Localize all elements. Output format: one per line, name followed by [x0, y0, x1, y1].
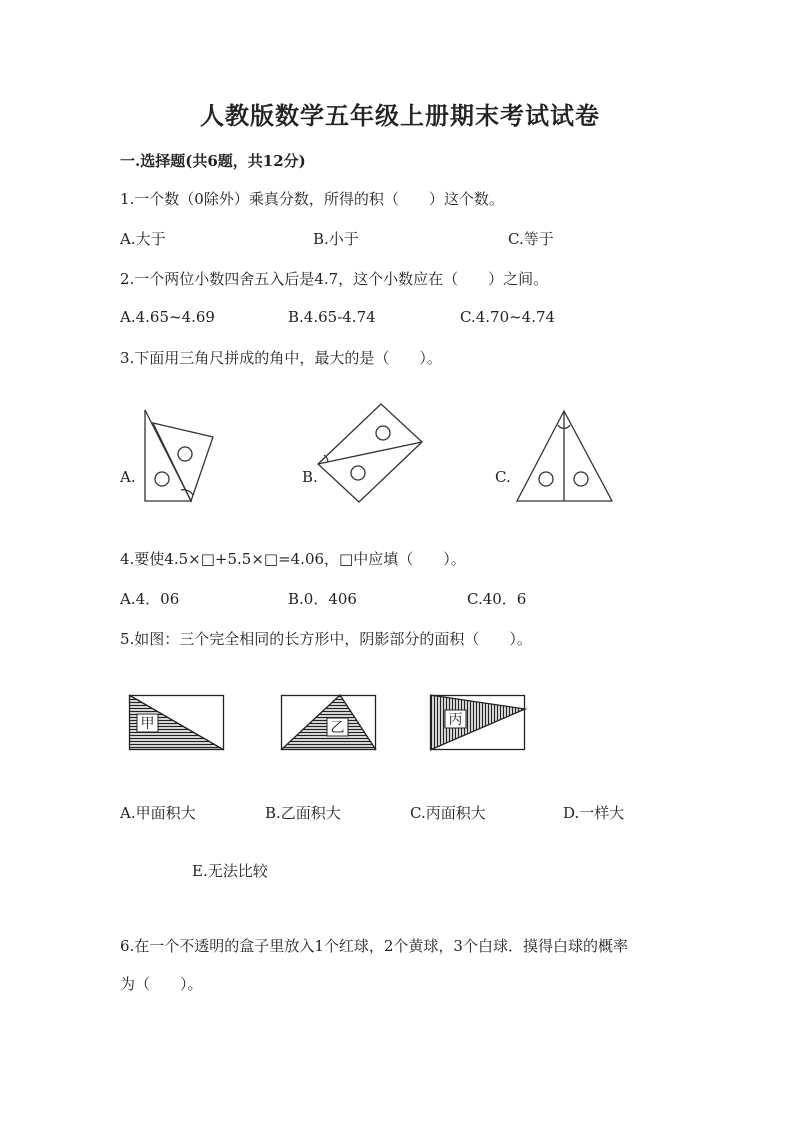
- q2-option-a: A.4.65~4.69: [120, 308, 215, 326]
- q5-option-c: C.丙面积大: [410, 804, 486, 822]
- q5-shape-bing: [430, 695, 526, 751]
- q1-option-a: A.大于: [120, 230, 166, 248]
- label-bing: 丙: [448, 712, 463, 728]
- q3-figure-a: [135, 405, 225, 505]
- q1-option-b: B.小于: [313, 230, 359, 248]
- q4-option-c: C.40．6: [467, 590, 527, 608]
- q3-figure-b: [312, 398, 427, 508]
- q3-figure-label-a: A.: [120, 468, 136, 486]
- q2-option-b: B.4.65-4.74: [288, 308, 376, 326]
- question-6-text-line1: 6.在一个不透明的盒子里放入1个红球，2个黄球，3个白球．摸得白球的概率: [120, 937, 628, 955]
- section-heading: 一.选择题(共6题，共12分): [120, 152, 306, 170]
- q1-option-c: C.等于: [508, 230, 554, 248]
- question-2-text: 2.一个两位小数四舍五入后是4.7，这个小数应在（ ）之间。: [120, 270, 549, 288]
- q3-figure-label-b: B.: [302, 468, 318, 486]
- q5-shape-yi: [281, 695, 377, 751]
- q5-option-b: B.乙面积大: [265, 804, 341, 822]
- q5-option-a: A.甲面积大: [120, 804, 196, 822]
- q4-option-b: B.0．406: [288, 590, 357, 608]
- question-5-text: 5.如图：三个完全相同的长方形中，阴影部分的面积（ ）。: [120, 630, 532, 648]
- label-yi: 乙: [330, 720, 345, 736]
- question-6-text-line2: 为（ ）。: [120, 975, 203, 993]
- question-1-text: 1.一个数（0除外）乘真分数，所得的积（ ）这个数。: [120, 190, 504, 208]
- q4-option-a: A.4．06: [120, 590, 180, 608]
- q5-option-d: D.一样大: [563, 804, 625, 822]
- q3-figure-c: [512, 405, 616, 507]
- page-title: 人教版数学五年级上册期末考试试卷: [200, 101, 600, 130]
- label-jia: 甲: [140, 716, 155, 732]
- question-4-text: 4.要使4.5×□+5.5×□=4.06，□中应填（ ）。: [120, 550, 466, 568]
- q3-figure-label-c: C.: [495, 468, 511, 486]
- q5-option-e: E.无法比较: [192, 862, 268, 880]
- q2-option-c: C.4.70~4.74: [460, 308, 556, 326]
- question-3-text: 3.下面用三角尺拼成的角中，最大的是（ ）。: [120, 349, 442, 367]
- q5-shape-jia: [129, 695, 225, 751]
